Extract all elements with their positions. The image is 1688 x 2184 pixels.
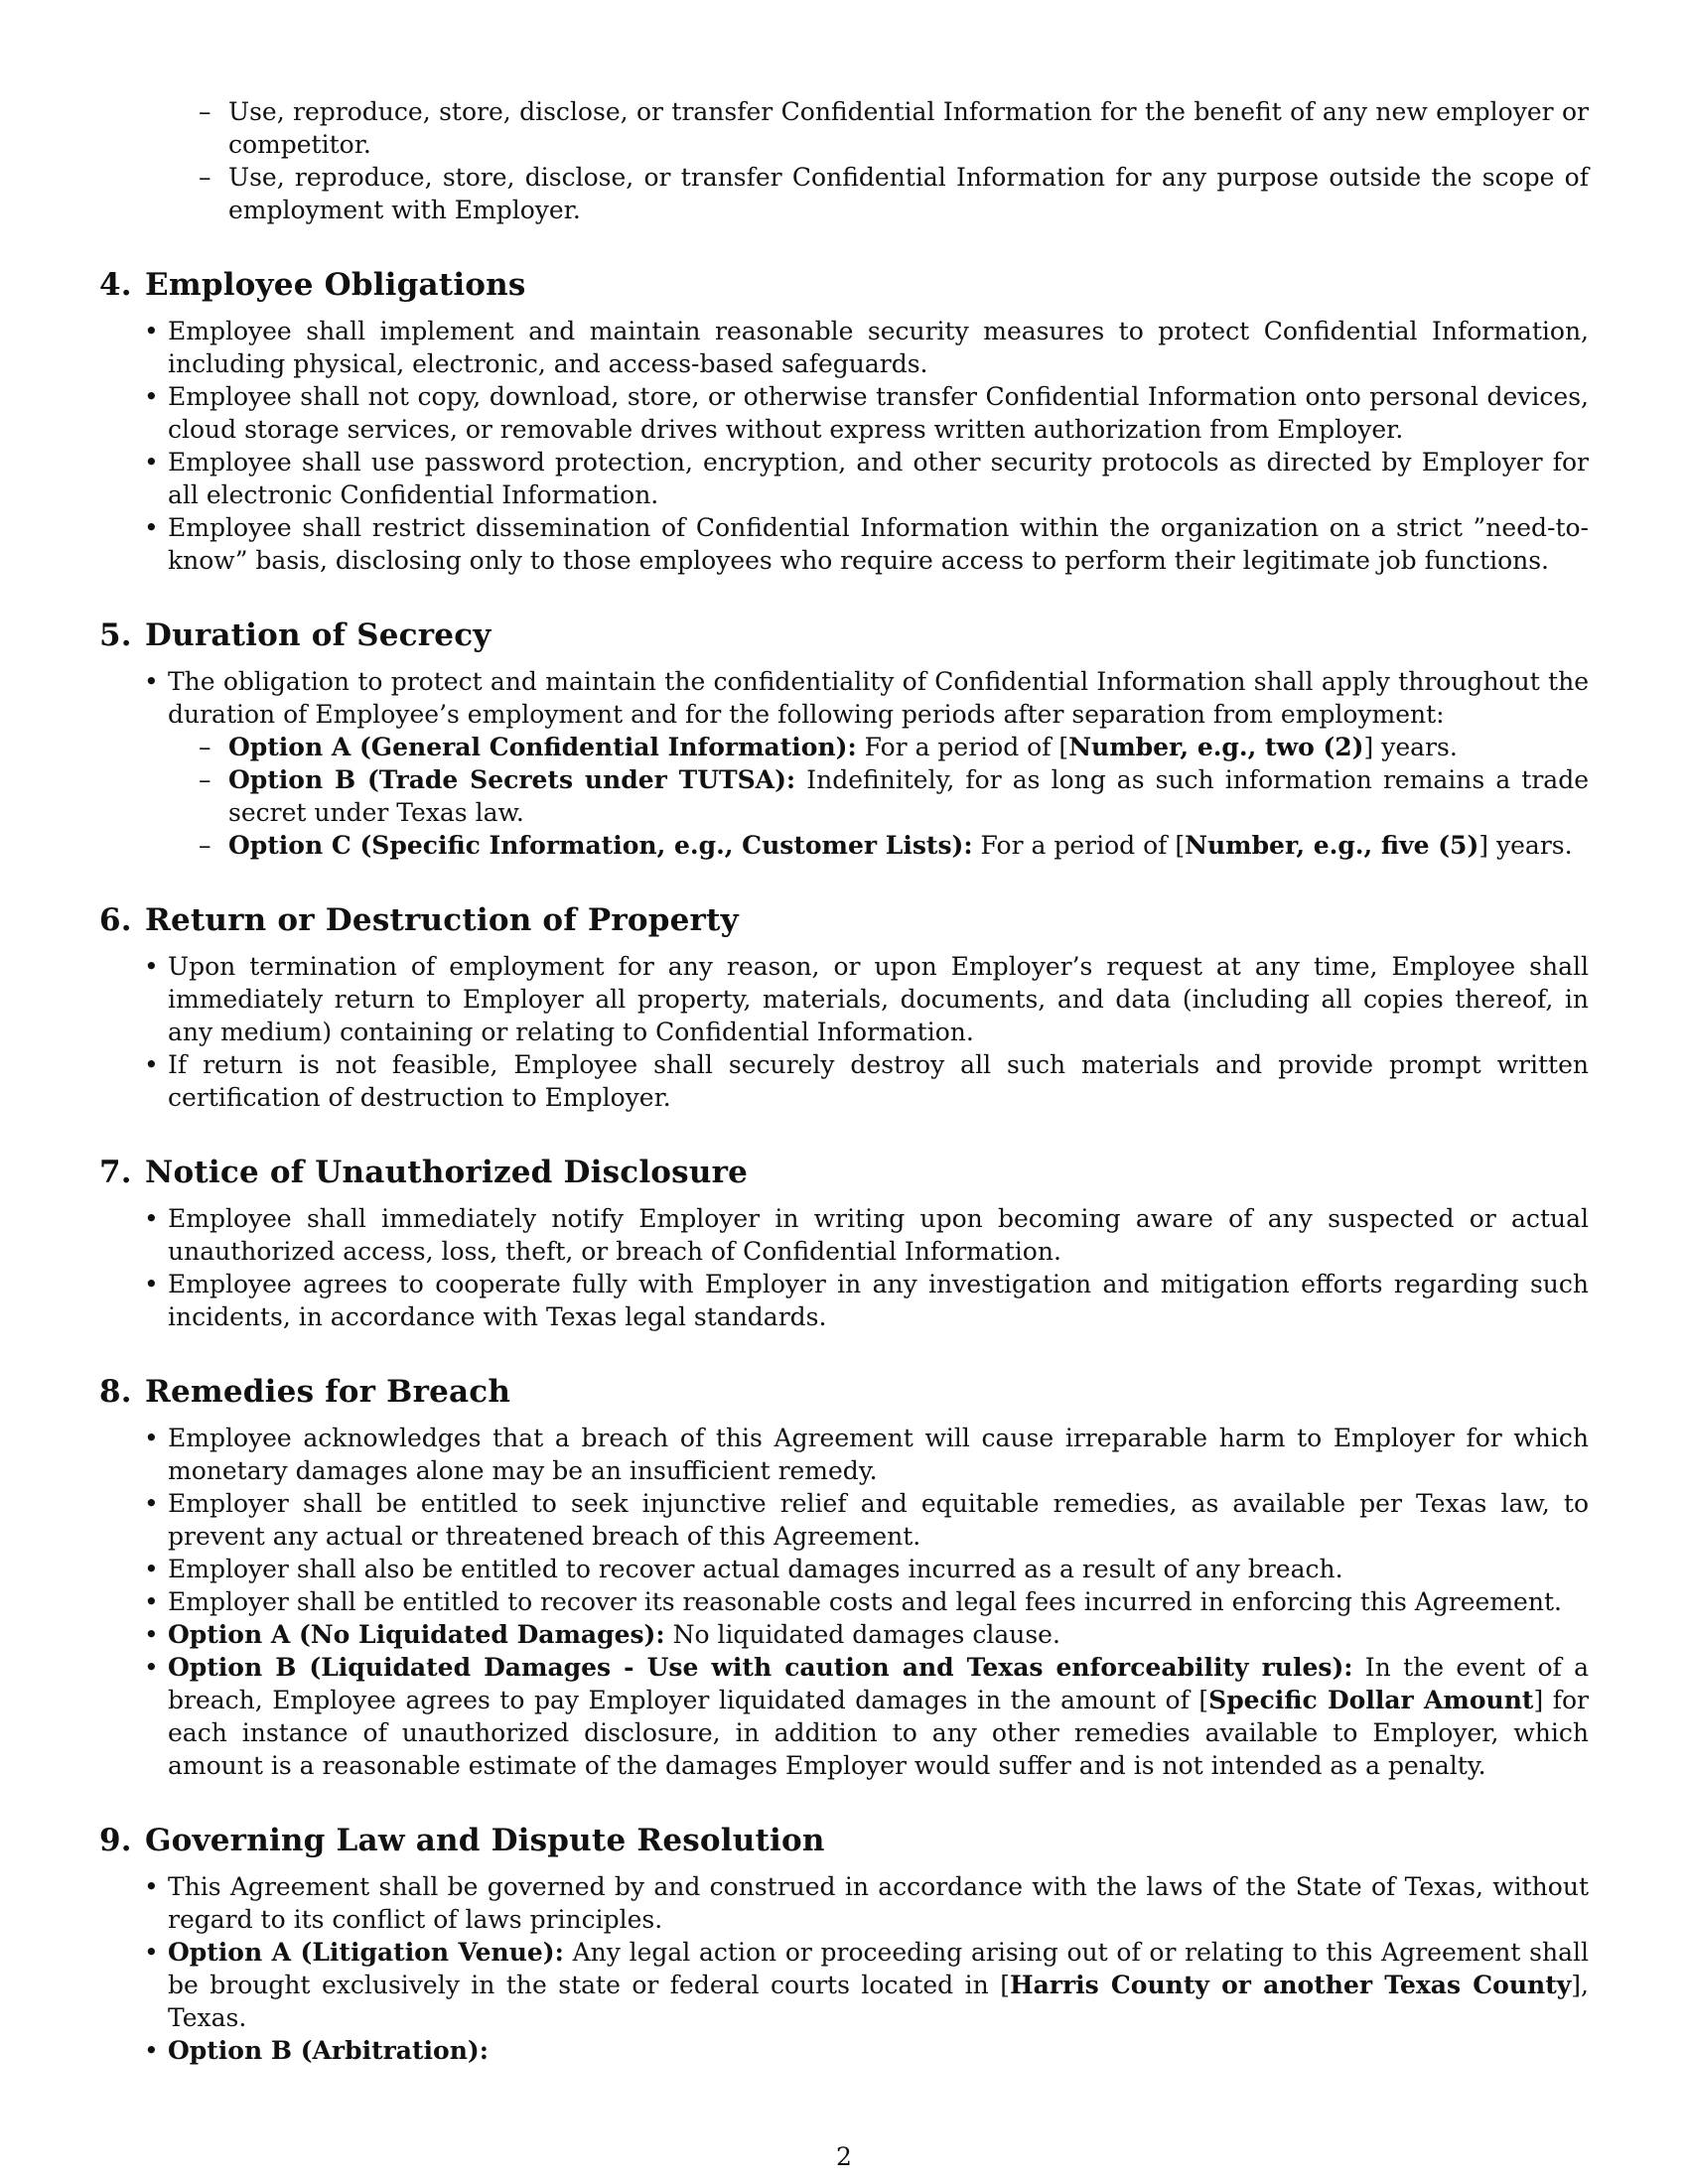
section-notice-of-disclosure [99,1153,1589,1333]
option-sublist [99,731,1589,862]
section-remedies-for-breach [99,1372,1589,1782]
option-b-item [99,2034,1589,2067]
option-b-item [99,1651,1589,1782]
section-list [99,315,1589,577]
section-number: 7. [99,1155,132,1190]
list-item: • Employee shall not copy, download, store, or otherwise transfer Confidential Information onto personal devices, cloud storage services, or removable drives without express written authorization from Employer. [99,380,1589,446]
list-item: • Employee shall immediately notify Employer in writing upon becoming aware of any suspected or actual unauthorized access, loss, theft, or breach of Confidential Information. [99,1202,1589,1268]
list-item: • If return is not feasible, Employee shall securely destroy all such materials and provide prompt written certification of destruction to Employer. [99,1048,1589,1114]
option-text: Any legal action or proceeding arising out of or relating to this Agreement shall be brought exclusively in the state or federal courts located in [ [168,1938,1589,1999]
section-title: Employee Obligations [145,267,526,303]
list-item: – Use, reproduce, store, disclose, or transfer Confidential Information for the benefit of any new employer or competitor. [99,95,1589,161]
option-text: For a period of [ [972,831,1186,860]
page-number: 2 [836,2142,852,2171]
option-b-item [99,763,1589,829]
option-text: Indefinitely, for as long as such information remains a trade secret under Texas law. [228,765,1589,827]
section-return-of-property [99,900,1589,1114]
list-item: • Upon termination of employment for any reason, or upon Employer’s request at any time, Employee shall immediately return to Employer all property, materials, documents, and data (including all copies thereof, in any medium) containing or relating to Confidential Information. [99,950,1589,1048]
list-item: • The obligation to protect and maintain the confidentiality of Confidential Information shall apply throughout the duration of Employee’s employment and for the following periods after separation from employment: [99,665,1589,731]
option-a-item [99,1936,1589,2034]
section-list [99,950,1589,1114]
section-governing-law [99,1821,1589,2067]
section-title: Governing Law and Dispute Resolution [145,1823,825,1858]
section-title: Remedies for Breach [145,1374,511,1410]
section-heading [99,1372,1589,1412]
option-a-item [99,731,1589,763]
list-item: – Use, reproduce, store, disclose, or transfer Confidential Information for any purpose outside the scope of employment with Employer. [99,161,1589,226]
section-title: Return or Destruction of Property [145,902,739,938]
section-heading [99,1821,1589,1860]
option-label: Option A (General Confidential Information): [228,733,857,761]
option-text-end: ] for each instance of unauthorized disclosure, in addition to any other remedies available to Employer, which amount is a reasonable estimate of the damages Employer would suffer and is not intended as a penalty. [168,1686,1589,1780]
section-number: 4. [99,267,132,303]
option-label: Option A (No Liquidated Damages): [168,1620,665,1649]
section-number: 5. [99,617,132,653]
list-item: • Employee shall restrict dissemination of Confidential Information within the organization on a strict ”need-to-know” basis, disclosing only to those employees who require access to perform their legitimate job functions. [99,511,1589,577]
section-duration-of-secrecy [99,615,1589,862]
section-title: Duration of Secrecy [145,617,492,653]
list-item: • Employer shall be entitled to seek injunctive relief and equitable remedies, as available per Texas law, to prevent any actual or threatened breach of this Agreement. [99,1487,1589,1553]
list-item: • Employer shall be entitled to recover its reasonable costs and legal fees incurred in enforcing this Agreement. [99,1585,1589,1618]
option-text: In the event of a breach, Employee agrees to pay Employer liquidated damages in the amount of [ [168,1653,1589,1714]
document-page [99,95,1589,2067]
intro-list [99,95,1589,226]
section-list [99,1422,1589,1782]
list-item: • Employee shall use password protection, encryption, and other security protocols as directed by Employer for all electronic Confidential Information. [99,446,1589,511]
list-item: • This Agreement shall be governed by and construed in accordance with the laws of the State of Texas, without regard to its conflict of laws principles. [99,1870,1589,1936]
list-item: • Employee shall implement and maintain reasonable security measures to protect Confidential Information, including physical, electronic, and access-based safeguards. [99,315,1589,380]
list-item: • Employee acknowledges that a breach of this Agreement will cause irreparable harm to Employer for which monetary damages alone may be an insufficient remedy. [99,1422,1589,1487]
section-heading [99,1153,1589,1192]
section-number: 9. [99,1823,132,1858]
list-item: • Employee agrees to cooperate fully with Employer in any investigation and mitigation efforts regarding such incidents, in accordance with Texas legal standards. [99,1268,1589,1333]
section-number: 8. [99,1374,132,1410]
placeholder-value: Harris County or another Texas County [1009,1971,1572,1999]
option-label: Option B (Trade Secrets under TUTSA): [228,765,796,794]
section-list [99,665,1589,731]
placeholder-value: Number, e.g., two (2) [1068,733,1364,761]
option-a-item [99,1618,1589,1651]
option-label: Option A (Litigation Venue): [168,1938,564,1967]
option-text-end: ], Texas. [168,1971,1589,2032]
section-heading [99,900,1589,940]
option-text: No liquidated damages clause. [664,1620,1060,1649]
section-list [99,1870,1589,2067]
section-title: Notice of Unauthorized Disclosure [145,1155,749,1190]
section-heading [99,265,1589,305]
option-label: Option B (Liquidated Damages - Use with caution and Texas enforceability rules): [168,1653,1353,1682]
option-text-end: ] years. [1363,733,1458,761]
section-list [99,1202,1589,1333]
option-label: Option C (Specific Information, e.g., Customer Lists): [228,831,973,860]
list-item: • Employer shall also be entitled to recover actual damages incurred as a result of any breach. [99,1553,1589,1585]
section-number: 6. [99,902,132,938]
placeholder-value: Number, e.g., five (5) [1185,831,1479,860]
option-label: Option B (Arbitration): [168,2036,489,2065]
section-heading [99,615,1589,655]
option-c-item [99,829,1589,862]
option-text-end: ] years. [1478,831,1573,860]
section-employee-obligations [99,265,1589,577]
placeholder-value: Specific Dollar Amount [1208,1686,1534,1714]
option-text: For a period of [ [856,733,1069,761]
